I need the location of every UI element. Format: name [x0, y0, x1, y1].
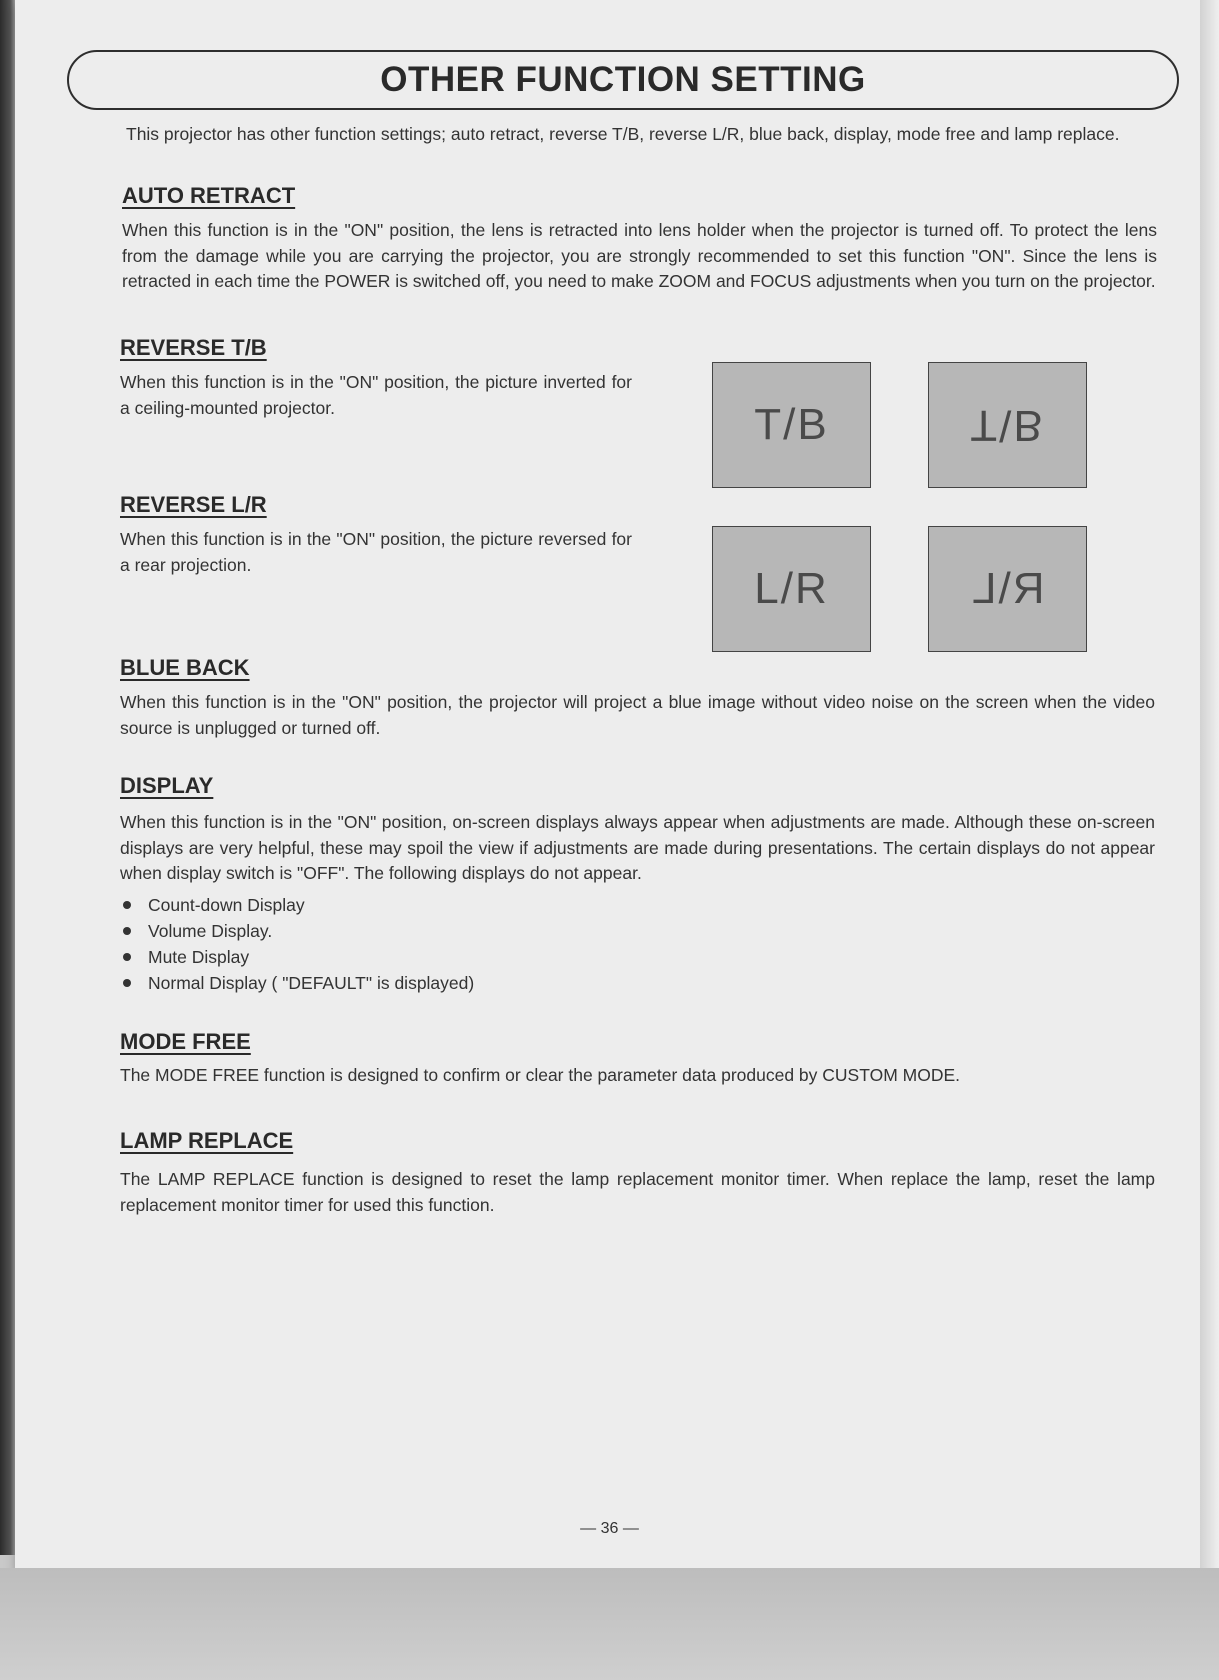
list-item: Normal Display ( "DEFAULT" is displayed) — [106, 970, 474, 996]
display-bullet-list — [106, 892, 474, 996]
lamp-replace-heading: LAMP REPLACE — [120, 1128, 294, 1153]
display-heading: DISPLAY — [120, 773, 214, 798]
mode-free-heading: MODE FREE — [120, 1029, 251, 1054]
display-text: When this function is in the "ON" position, on-screen displays always appear when adjustments are made. Although these on-screen displays are very helpful, these may spoil the view if adjustments are made during presentations. The certain displays do not appear when display switch is "OFF". The following displays do not appear. — [120, 812, 1155, 883]
lr-reversed-figure — [928, 526, 1087, 652]
scan-bottom-margin — [0, 1568, 1219, 1680]
title-banner — [67, 50, 1179, 110]
mode-free-text: The MODE FREE function is designed to confirm or clear the parameter data produced by CUSTOM MODE. — [120, 1065, 961, 1085]
blue-back-text: When this function is in the "ON" position, the projector will project a blue image without video noise on the screen when the video source is unplugged or turned off. — [120, 692, 1155, 738]
blue-back-heading: BLUE BACK — [120, 655, 250, 680]
lamp-replace-text: The LAMP REPLACE function is designed to reset the lamp replacement monitor timer. When replace the lamp, reset the lamp replacement monitor timer for used this function. — [120, 1169, 1155, 1215]
page-title: OTHER FUNCTION SETTING — [380, 60, 866, 99]
page-number: — 36 — — [580, 1520, 639, 1537]
reverse-lr-heading: REVERSE L/R — [120, 492, 267, 517]
list-item: Count-down Display — [106, 892, 474, 918]
reverse-lr-text: When this function is in the "ON" position, the picture reversed for a rear projection. — [120, 529, 632, 575]
tb-inverted-label: T\B — [970, 401, 1045, 450]
tb-normal-label: T/B — [754, 400, 829, 449]
tb-inverted-figure — [928, 362, 1087, 488]
page-edge — [1200, 0, 1219, 1568]
lr-reversed-label: R\L — [970, 564, 1045, 613]
tb-normal-figure — [712, 362, 871, 488]
reverse-tb-heading: REVERSE T/B — [120, 335, 267, 360]
list-item: Mute Display — [106, 944, 474, 970]
reverse-tb-text: When this function is in the "ON" position, the picture inverted for a ceiling-mounted projector. — [120, 372, 632, 418]
book-spine — [0, 0, 15, 1555]
auto-retract-text: When this function is in the "ON" position, the lens is retracted into lens holder when the projector is turned off. To protect the lens from the damage while you are carrying the projector, you are strongly recommended to set this function "ON". Since the lens is retracted in each time the POWER is switched off, you need to make ZOOM and FOCUS adjustments when you turn on the projector. — [122, 220, 1157, 291]
lr-normal-label: L/R — [754, 564, 829, 613]
intro-text: This projector has other function settings; auto retract, reverse T/B, reverse L/R, blue back, display, mode free and lamp replace. — [126, 124, 1120, 144]
list-item: Volume Display. — [106, 918, 474, 944]
auto-retract-heading: AUTO RETRACT — [122, 183, 296, 208]
lr-normal-figure — [712, 526, 871, 652]
